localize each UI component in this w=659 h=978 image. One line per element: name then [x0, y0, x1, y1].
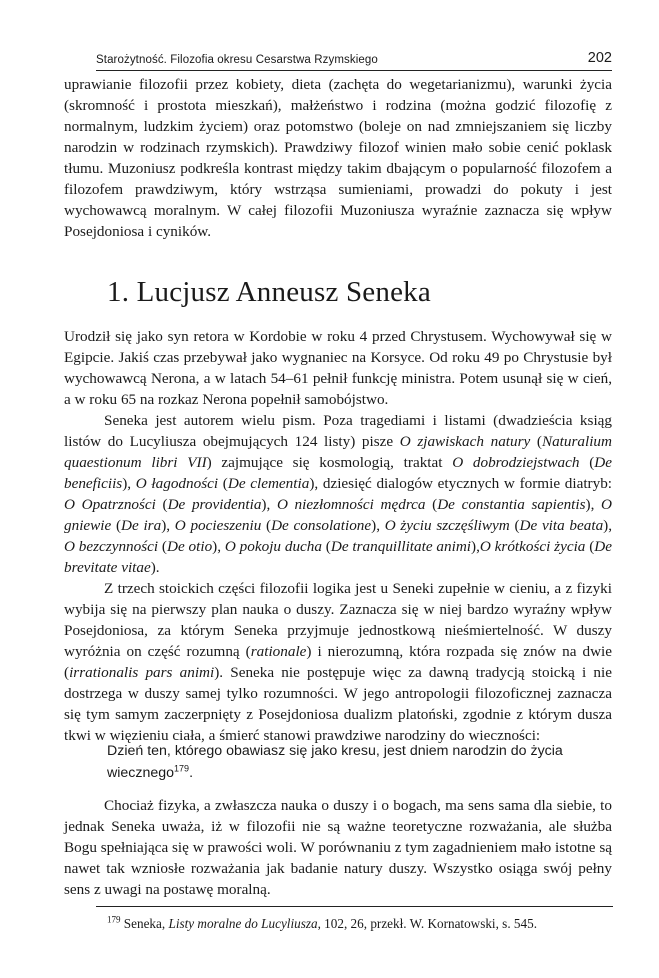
footnote: $^{179}$ Seneka, Listy moralne do Lucyliusza, 102, 26, przekł. W. Kornatowski, s. 545.	[107, 914, 537, 931]
footnote-reference: 179	[174, 763, 190, 774]
intro-paragraph	[64, 74, 612, 242]
work-title: O bezczynności	[64, 538, 159, 555]
running-title: Starożytność. Filozofia okresu Cesarstwa Rzymskiego	[96, 54, 378, 66]
running-header	[96, 44, 612, 71]
work-title-latin: De otio	[167, 538, 213, 555]
paragraph-biography: Urodził się jako syn retora w Kordobie w roku 4 przed Chrystusem. Wychowywał się w Egipcie. Jakiś czas przebywał jako wygnaniec na Korsyce. Od roku 49 po Chrystusie był wychowawcą Nerona, a w latach 54–61 pełnił funkcję ministra. Potem usunął się w cień, a w roku 65 na rozkaz Nerona popełnił samobójstwo.	[64, 328, 612, 408]
work-title: O Opatrzności	[64, 496, 156, 513]
work-title-latin: Naturalium quaestionum libri VII	[64, 433, 612, 471]
work-title-latin: De constantia sapientis	[437, 496, 586, 513]
page-number: 202	[587, 50, 612, 66]
work-title: O dobrodziejstwach	[452, 454, 580, 471]
work-title: O krótkości życia	[479, 538, 586, 555]
work-title-latin: De providentia	[167, 496, 262, 513]
block-quote: Dzień ten, którego obawiasz się jako kresu, jest dniem narodzin do życia wiecznego$^{179}$.	[107, 743, 563, 781]
work-title: O łagodności	[135, 475, 219, 492]
section-heading: 1. Lucjusz Anneusz Seneka	[107, 276, 431, 308]
footnote-number: 179	[107, 914, 121, 925]
paragraph-soul: Z trzech stoickich części filozofii logika jest u Seneki zupełnie w cieniu, a z fizyki wybija się na pierwszy plan nauka o duszy. Zaznacza się w niej bardzo wyraźny wpływ Posejdoniosa, za którym Seneka przyjmuje jednostkową nieśmiertelność. W duszy wyróżnia on część rozumną (rationale) i nierozumną, która rozpada się znów na dwie (irrationalis pars animi). Seneka nie postępuje więc za dawną tradycją stoicką i nie dostrzega w duszy samej tylko rozumności. W jego antropologii filozoficznej zaznacza się tym samym zaczerpnięty z Posejdoniosa dualizm platoński, zgodnie z którym dusza tkwi w więzieniu ciała, a śmierć stanowi prawdziwe narodziny do wieczności:	[64, 580, 613, 744]
work-title: O pocieszeniu	[174, 517, 262, 534]
work-title-latin: De beneficiis	[64, 454, 612, 492]
work-title-latin: De brevitate vitae	[64, 538, 613, 576]
work-title-latin: De clementia	[227, 475, 310, 492]
section-body	[64, 326, 612, 746]
work-title: O niezłomności mędrca	[276, 496, 426, 513]
latin-term: irrationalis pars animi	[69, 664, 215, 681]
intro-text: uprawianie filozofii przez kobiety, dieta (zachęta do wegetarianizmu), warunki życia (skromność i prostota mieszkań), małżeństwo i rodzina (można godzić filozofię z normalnym, ludzkim życiem) oraz potomstwo (boleje on nad zmniejszaniem się liczby narodzin w rodzinach rzymskich). Prawdziwy filozof winien mało sobie cenić poklask tłumu. Muzoniusz podkreśla kontrast między takim dbającym o popularność filozofem a filozofem prawdziwym, który wstrząsa sumieniami, prowadzi do pokuty i jest wychowawcą moralnym. W całej filozofii Muzoniusza wyraźnie zaznacza się wpływ Posejdoniosa i cyników.	[64, 76, 612, 240]
work-title: O zjawiskach natury	[399, 433, 531, 450]
footnote-work-title: Listy moralne do Lucyliusza	[168, 916, 318, 931]
closing-body	[64, 795, 612, 900]
paragraph-ethics: Chociaż fizyka, a zwłaszcza nauka o duszy i o bogach, ma sens sama dla siebie, to jednak Seneka uważa, iż w filozofii nie są ważne teoretyczne rozważania, ale służba Bogu spełniająca się w prawości woli. W porównaniu z tym zagadnieniem mało istotne są nawet tak wzniosłe rozważania jak badanie natury duszy. Wszystko osiąga swój pełny sens z uwagi na postawę moralną.	[64, 797, 612, 898]
work-title: O pokoju ducha	[224, 538, 322, 555]
work-title: O gniewie	[64, 496, 612, 534]
footnote-divider	[96, 906, 613, 907]
paragraph-works: Seneka jest autorem wielu pism. Poza tragediami i listami (dwadzieścia ksiąg listów do Lucyliusza obejmujących 124 listy) pisze O zjawiskach natury (Naturalium quaestionum libri VII) zajmujące się kosmologią, traktat O dobrodziejstwach (De beneficiis), O łagodności (De clementia), dziesięć dialogów etycznych w formie diatryb: O Opatrzności (De providentia), O niezłomności mędrca (De constantia sapientis), O gniewie (De ira), O pocieszeniu (De consolatione), O życiu szczęśliwym (De vita beata), O bezczynności (De otio), O pokoju ducha (De tranquillitate animi),O krótkości życia (De brevitate vitae).	[64, 412, 613, 576]
latin-term: rationale	[250, 643, 307, 660]
work-title: O życiu szczęśliwym	[384, 517, 510, 534]
work-title-latin: De tranquillitate animi	[330, 538, 472, 555]
work-title-latin: De ira	[121, 517, 162, 534]
work-title-latin: De vita beata	[519, 517, 604, 534]
work-title-latin: De consolatione	[271, 517, 372, 534]
